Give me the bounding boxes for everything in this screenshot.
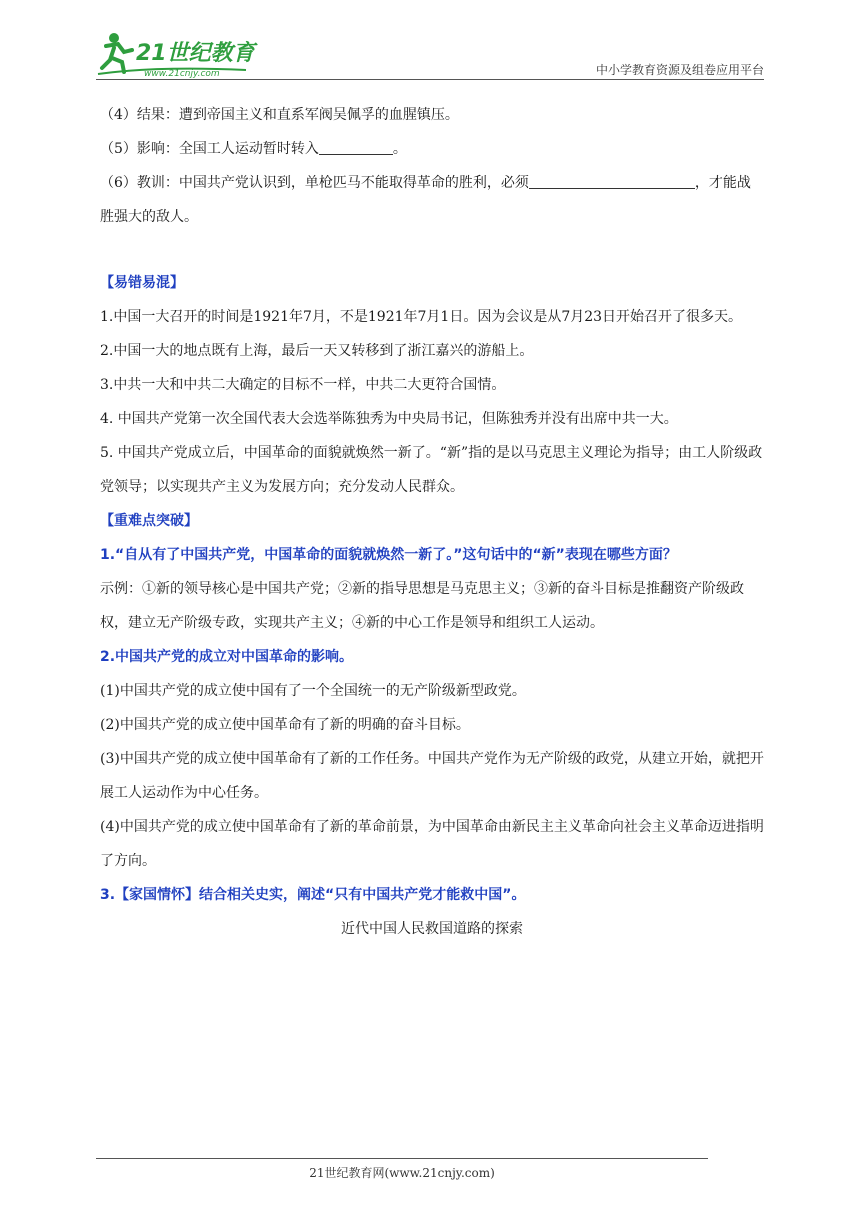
error-point: 2.中国一大的地点既有上海，最后一天又转移到了浙江嘉兴的游船上。 [100, 343, 534, 359]
site-logo [96, 30, 266, 78]
answer-2-item: (1)中国共产党的成立使中国有了一个全国统一的无产阶级新型政党。 [100, 683, 526, 699]
page-header [96, 30, 764, 80]
answer-2-item: (3)中国共产党的成立使中国革命有了新的工作任务。中国共产党作为无产阶级的政党，从建立开始，就把开展工人运动作为中心任务。 [100, 751, 764, 801]
page-footer: 21世纪教育网(www.21cnjy.com) [309, 1166, 495, 1180]
error-point: 5. 中国共产党成立后，中国革命的面貌就焕然一新了。“新”指的是以马克思主义理论为指导；由工人阶级政党领导；以实现共产主义为发展方向；充分发动人民群众。 [100, 445, 763, 495]
impact-line [100, 132, 764, 166]
lesson-end: ，才能战胜强大的敌人。 [100, 175, 751, 225]
error-point: 3.中共一大和中共二大确定的目标不一样，中共二大更符合国情。 [100, 377, 506, 393]
fill-blank-1[interactable] [319, 140, 393, 155]
platform-name: 中小学教育资源及组卷应用平台 [595, 63, 764, 77]
error-point: 1.中国一大召开的时间是1921年7月，不是1921年7月1日。因为会议是从7月23日开始召开了很多天。 [100, 309, 743, 325]
footer-divider [96, 1158, 708, 1159]
document-body [100, 98, 764, 946]
logo-url: www.21cnjy.com [144, 69, 220, 78]
error-point: 4. 中国共产党第一次全国代表大会选举陈独秀为中央局书记，但陈独秀并没有出席中共一大。 [100, 411, 678, 427]
fill-blank-2[interactable] [529, 174, 695, 189]
result-line: （4）结果：遭到帝国主义和直系军阀吴佩孚的血腥镇压。 [100, 107, 459, 123]
impact-text: （5）影响：全国工人运动暂时转入 [100, 141, 319, 157]
table-title: 近代中国人民救国道路的探索 [341, 921, 523, 937]
section-title-key: 【重难点突破】 [100, 513, 198, 529]
lesson-line [100, 166, 764, 234]
logo-text: 21世纪教育 [136, 41, 255, 66]
question-3: 3.【家国情怀】结合相关史实，阐述“只有中国共产党才能救中国”。 [100, 887, 526, 903]
spacer [100, 234, 764, 266]
section-title-errors: 【易错易混】 [100, 275, 184, 291]
answer-2-item: (2)中国共产党的成立使中国革命有了新的明确的奋斗目标。 [100, 717, 470, 733]
answer-2-item: (4)中国共产党的成立使中国革命有了新的革命前景，为中国革命由新民主主义革命向社会主义革命迈进指明了方向。 [100, 819, 764, 869]
answer-1: 示例：①新的领导核心是中国共产党；②新的指导思想是马克思主义；③新的奋斗目标是推翻资产阶级政权，建立无产阶级专政，实现共产主义；④新的中心工作是领导和组织工人运动。 [100, 581, 744, 631]
impact-end: 。 [392, 141, 407, 157]
question-2: 2.中国共产党的成立对中国革命的影响。 [100, 649, 354, 665]
lesson-text: （6）教训：中国共产党认识到，单枪匹马不能取得革命的胜利，必须 [100, 175, 529, 191]
question-1: 1.“自从有了中国共产党，中国革命的面貌就焕然一新了。”这句话中的“新”表现在哪些方面？ [100, 547, 677, 563]
header-divider [96, 79, 764, 80]
